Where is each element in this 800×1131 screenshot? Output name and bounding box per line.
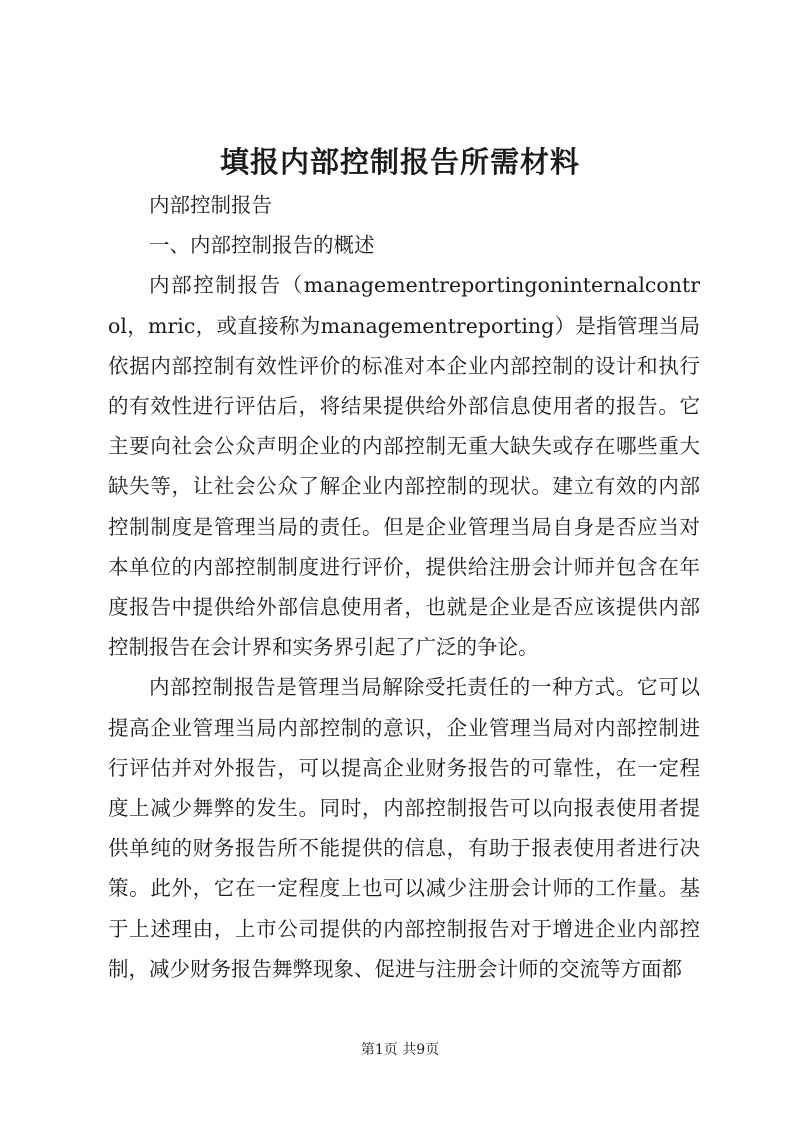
document-body	[108, 185, 700, 989]
section-heading: 内部控制报告	[149, 193, 272, 217]
document-title: 填报内部控制报告所需材料	[219, 145, 580, 179]
subsection-heading: 一、内部控制报告的概述	[149, 233, 375, 258]
body-paragraph: 内部控制报告是管理当局解除受托责任的一种方式。它可以提高企业管理当局内部控制的意识，企业管理当局对内部控制进行评估并对外报告，可以提高企业财务报告的可靠性，在一定程度上减少舞弊的发生。同时，内部控制报告可以向报表使用者提供单纯的财务报告所不能提供的信息，有助于报表使用者进行决策。此外，它在一定程度上也可以减少注册会计师的工作量。基于上述理由，上市公司提供的内部控制报告对于增进企业内部控制，减少财务报告舞弊现象、促进与注册会计师的交流等方面都	[108, 675, 700, 981]
body-paragraph: 内部控制报告（managementreportingoninternalcontrol，mric，或直接称为managementreporting）是指管理当局依据内部控制有效性评价的标准对本企业内部控制的设计和执行的有效性进行评估后，将结果提供给外部信息使用者的报告。它主要向社会公众声明企业的内部控制无重大缺失或存在哪些重大缺失等，让社会公众了解企业内部控制的现状。建立有效的内部控制制度是管理当局的责任。但是企业管理当局自身是否应当对本单位的内部控制制度进行评价，提供给注册会计师并包含在年度报告中提供给外部信息使用者，也就是企业是否应该提供内部控制报告在会计界和实务界引起了广泛的争论。	[108, 273, 700, 660]
page-number-footer: 第1页 共9页	[360, 1042, 440, 1058]
